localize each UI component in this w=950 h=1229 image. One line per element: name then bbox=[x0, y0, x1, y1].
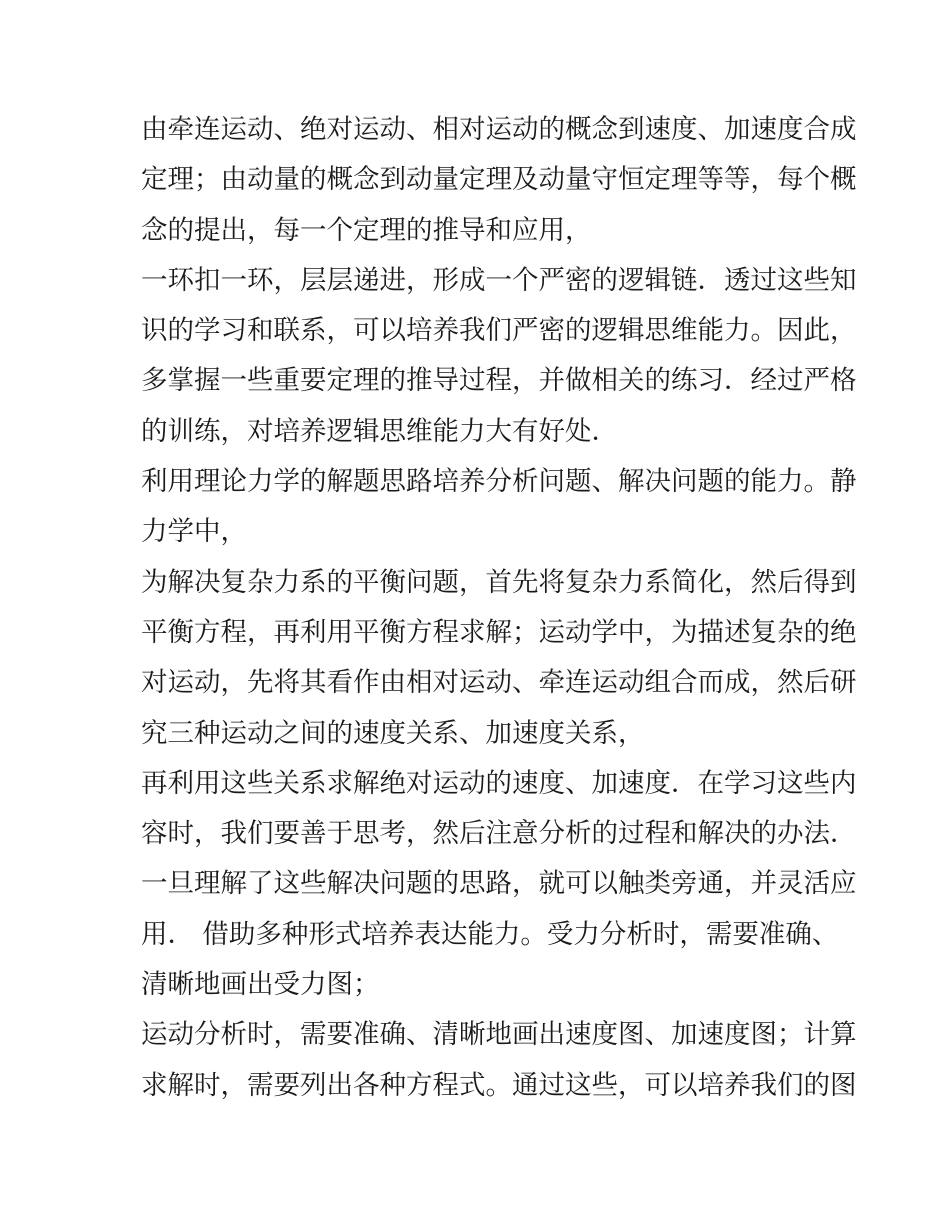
text-line: 利用理论力学的解题思路培养分析问题、解决问题的能力。静 bbox=[141, 466, 857, 498]
body-text bbox=[141, 105, 857, 1111]
text-line: 求解时，需要列出各种方程式。通过这些，可以培养我们的图 bbox=[141, 1069, 857, 1101]
text-line: 多掌握一些重要定理的推导过程，并做相关的练习．经过严格 bbox=[141, 365, 857, 397]
text-line: 容时，我们要善于思考，然后注意分析的过程和解决的办法． bbox=[141, 818, 857, 850]
text-line: 对运动，先将其看作由相对运动、牵连运动组合而成，然后研 bbox=[141, 667, 857, 699]
text-line: 平衡方程，再利用平衡方程求解；运动学中，为描述复杂的绝 bbox=[141, 616, 857, 648]
text-line: 一旦理解了这些解决问题的思路，就可以触类旁通，并灵活应 bbox=[141, 868, 857, 900]
text-line: 运动分析时，需要准确、清晰地画出速度图、加速度图；计算 bbox=[141, 1019, 857, 1051]
text-line: 力学中， bbox=[141, 516, 247, 548]
text-line: 清晰地画出受力图； bbox=[141, 969, 380, 1001]
text-line: 究三种运动之间的速度关系、加速度关系， bbox=[141, 717, 645, 749]
text-line: 识的学习和联系，可以培养我们严密的逻辑思维能力。因此， bbox=[141, 315, 857, 347]
text-line: 一环扣一环，层层递进，形成一个严密的逻辑链．透过这些知 bbox=[141, 264, 857, 296]
text-line: 用． 借助多种形式培养表达能力。受力分析时，需要准确、 bbox=[141, 918, 839, 950]
text-line: 念的提出，每一个定理的推导和应用， bbox=[141, 214, 592, 246]
text-line: 由牵连运动、绝对运动、相对运动的概念到速度、加速度合成 bbox=[141, 114, 857, 145]
text-line: 为解决复杂力系的平衡问题，首先将复杂力系简化，然后得到 bbox=[141, 566, 857, 598]
text-line: 的训练，对培养逻辑思维能力大有好处． bbox=[141, 415, 618, 447]
text-line: 定理；由动量的概念到动量定理及动量守恒定理等等，每个概 bbox=[141, 164, 857, 196]
text-line: 再利用这些关系求解绝对运动的速度、加速度．在学习这些内 bbox=[141, 767, 857, 799]
